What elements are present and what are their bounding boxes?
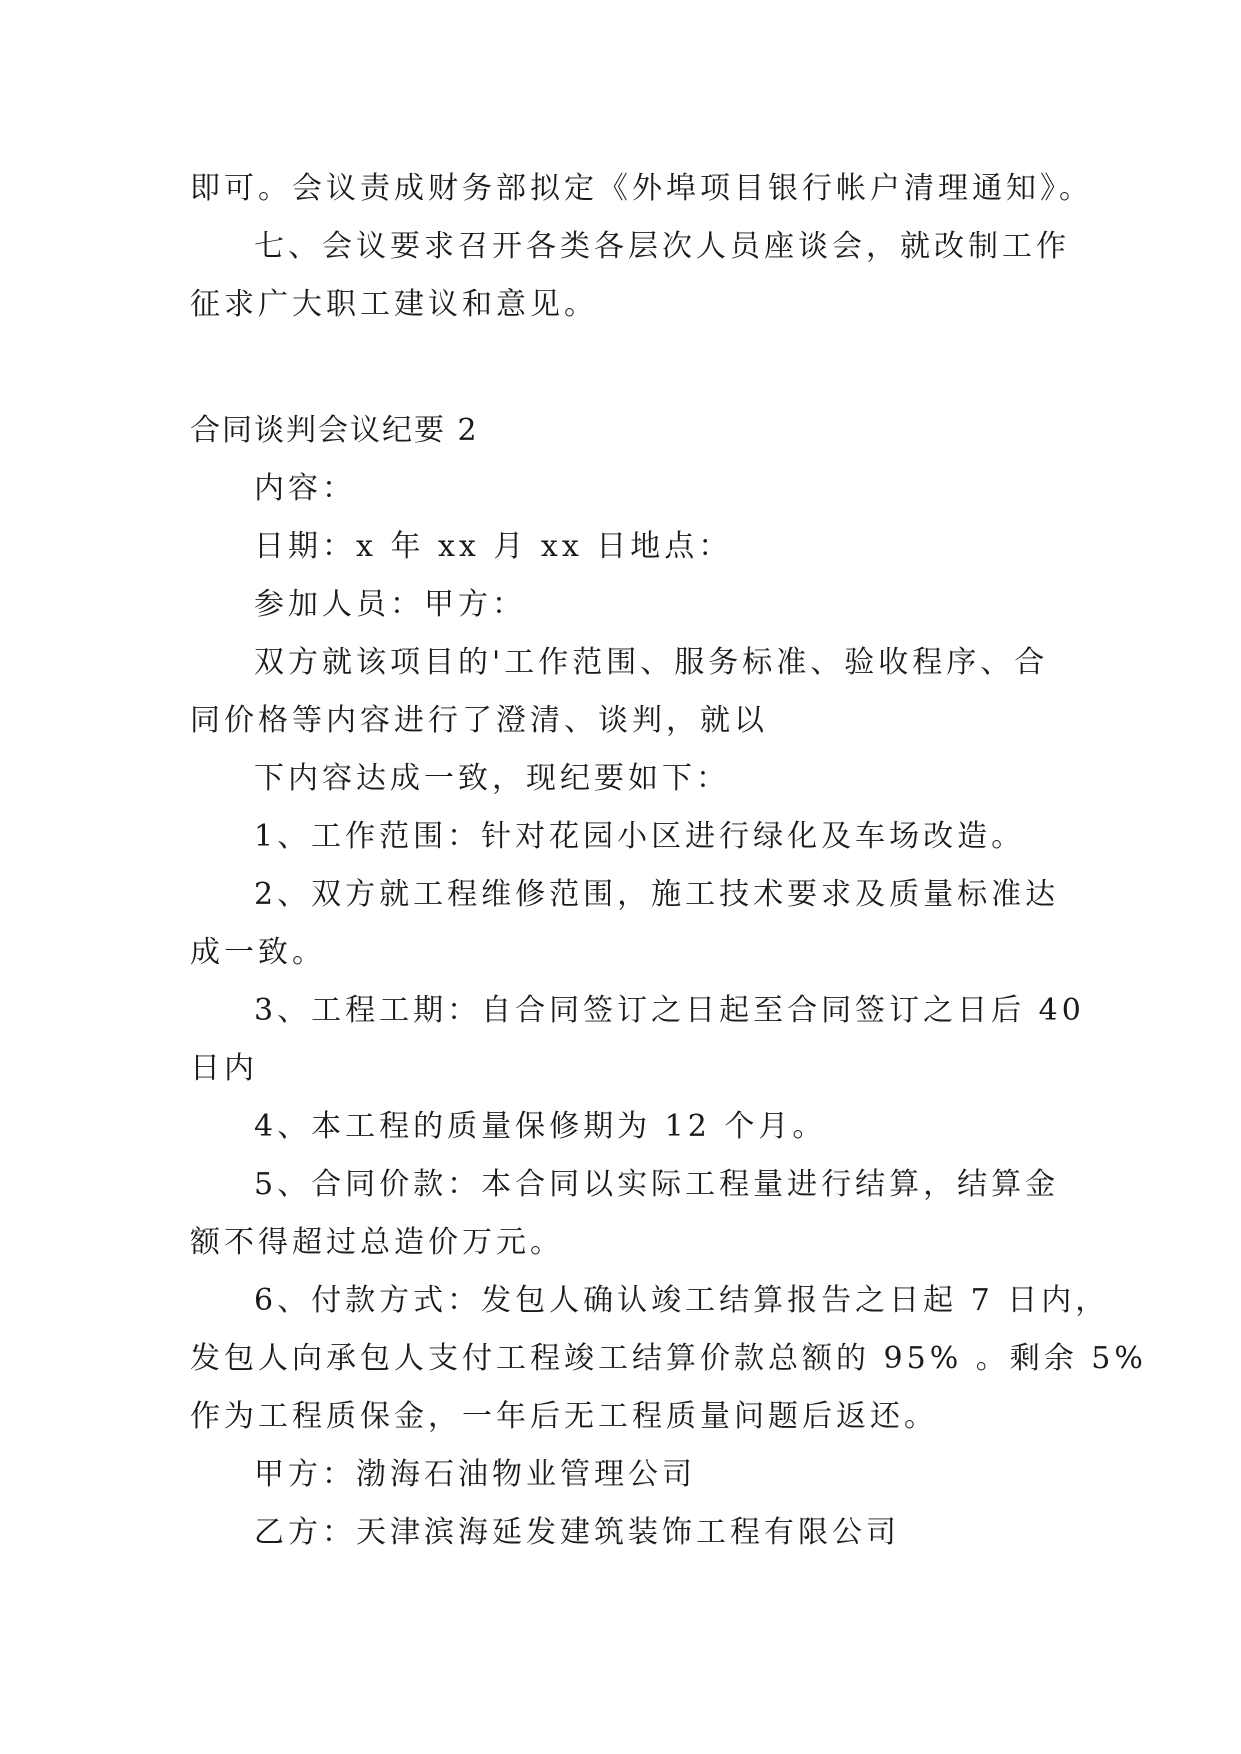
section-title: 合同谈判会议纪要 2 (190, 413, 479, 448)
participants-line: 参加人员：甲方： (254, 587, 526, 622)
paragraph-line: 征求广大职工建议和意见。 (190, 287, 598, 322)
party-a: 甲方：渤海石油物业管理公司 (254, 1457, 696, 1492)
party-b: 乙方：天津滨海延发建筑装饰工程有限公司 (254, 1515, 900, 1550)
item-4: 4、本工程的质量保修期为 12 个月。 (254, 1109, 827, 1144)
item-1: 1、工作范围：针对花园小区进行绿化及车场改造。 (254, 819, 1026, 854)
document-body (190, 160, 1147, 1562)
paragraph-line: 七、会议要求召开各类各层次人员座谈会，就改制工作 (254, 229, 1070, 264)
content-label: 内容： (254, 471, 356, 506)
item-3: 3、工程工期：自合同签订之日起至合同签订之日后 40 (254, 993, 1085, 1028)
date-line: 日期：x 年 xx 月 xx 日地点： (254, 529, 733, 564)
item-6: 6、付款方式：发包人确认竣工结算报告之日起 7 日内， (254, 1283, 1110, 1318)
item-2-continued: 成一致。 (190, 935, 326, 970)
item-5-continued: 额不得超过总造价万元。 (190, 1225, 564, 1260)
item-6-continued: 发包人向承包人支付工程竣工结算价款总额的 95% 。剩余 5% (190, 1341, 1147, 1376)
item-6-continued: 作为工程质保金，一年后无工程质量问题后返还。 (190, 1399, 938, 1434)
item-2: 2、双方就工程维修范围，施工技术要求及质量标准达 (254, 877, 1060, 912)
intro-line: 双方就该项目的'工作范围、服务标准、验收程序、合 (254, 645, 1049, 680)
intro-line: 下内容达成一致，现纪要如下： (254, 761, 730, 796)
intro-line: 同价格等内容进行了澄清、谈判，就以 (190, 703, 768, 738)
item-3-continued: 日内 (190, 1051, 258, 1086)
paragraph-line: 即可。会议责成财务部拟定《外埠项目银行帐户清理通知》。 (190, 171, 1093, 206)
item-5: 5、合同价款：本合同以实际工程量进行结算，结算金 (254, 1167, 1060, 1202)
section-spacer (190, 334, 1070, 402)
